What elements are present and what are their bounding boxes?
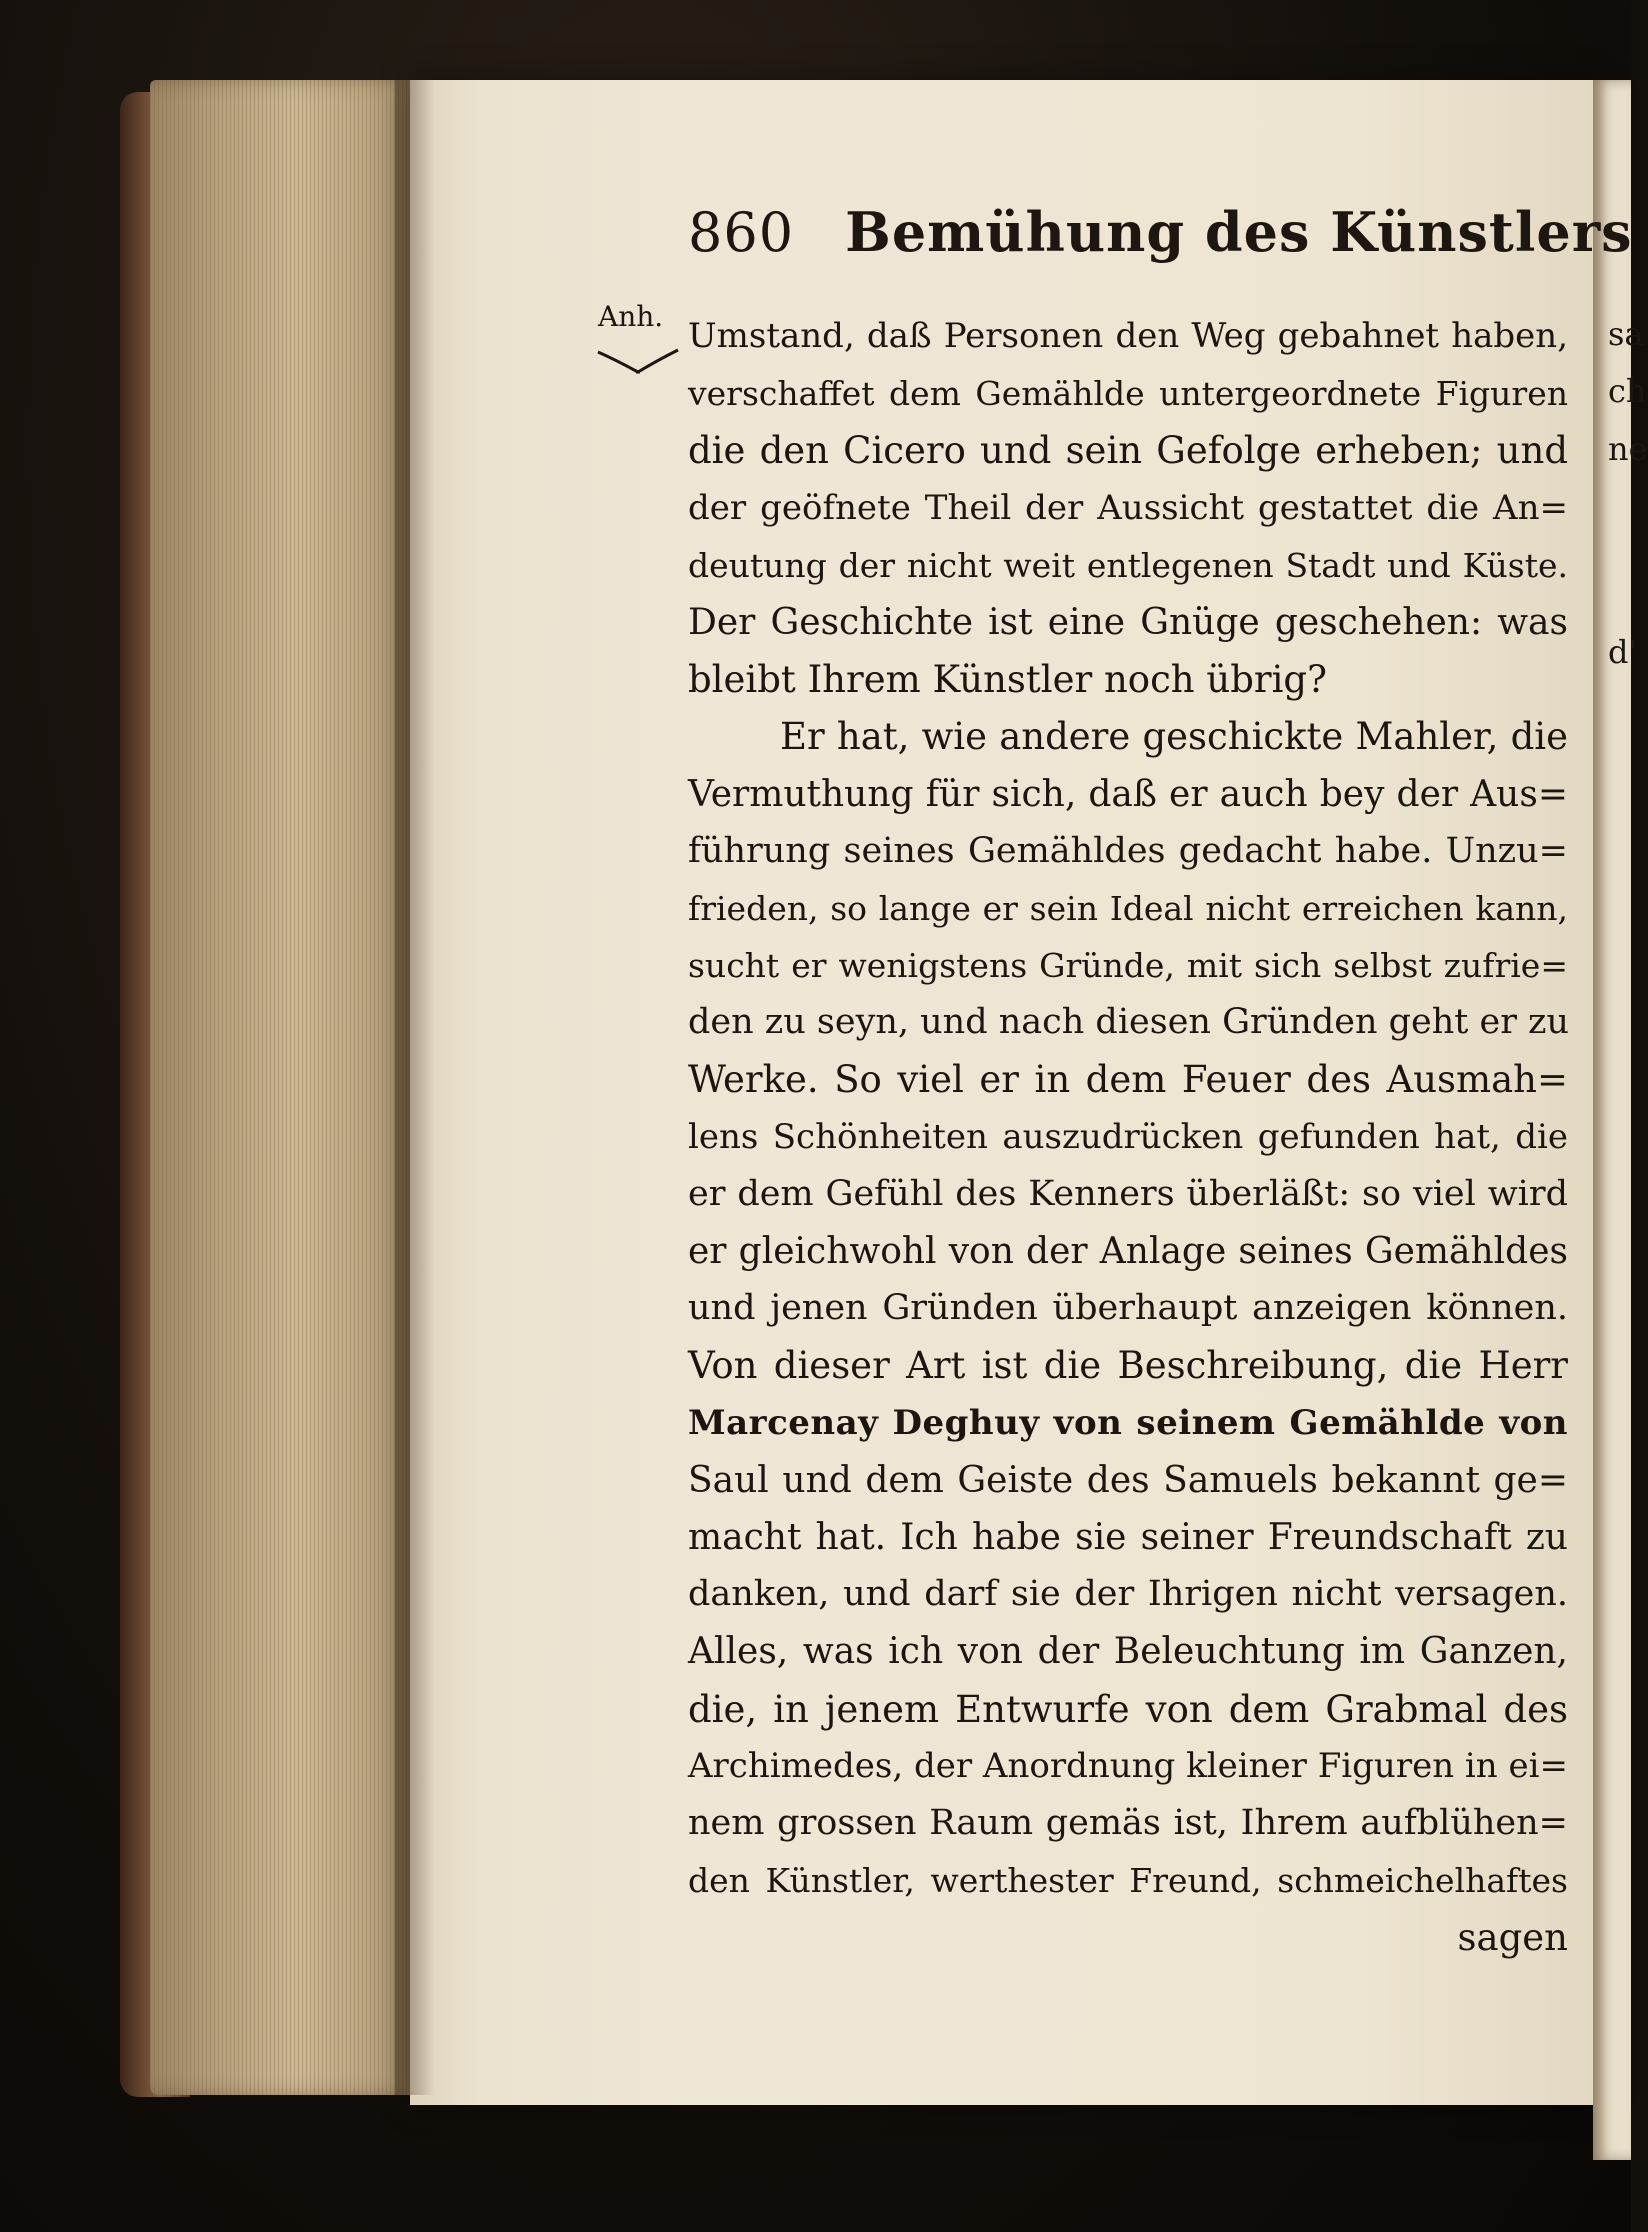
text-line: und jenen Gründen überhaupt anzeigen können. — [688, 1288, 1568, 1329]
text-line: den zu seyn, und nach diesen Gründen geht er zu — [688, 1002, 1570, 1043]
catchword: sagen — [1457, 1916, 1568, 1960]
text-line: er dem Gefühl des Kenners überläßt: so viel wird — [688, 1173, 1568, 1214]
text-line: Alles, was ich von der Beleuchtung im Ganzen, — [688, 1631, 1568, 1673]
text-line: nem grossen Raum gemäs ist, Ihrem aufblühen= — [688, 1802, 1568, 1843]
text-line: danken, und darf sie der Ihrigen nicht versagen. — [688, 1574, 1568, 1615]
text-line: frieden, so lange er sein Ideal nicht erreichen kann, — [688, 888, 1568, 928]
text-line: bleibt Ihrem Künstler noch übrig? — [688, 658, 1327, 702]
text-line: sucht er wenigstens Gründe, mit sich selbst zufrie= — [688, 946, 1568, 986]
page-header — [688, 200, 1633, 270]
text-line: lens Schönheiten auszudrücken gefunden hat, die — [688, 1116, 1568, 1157]
text-line: Werke. So viel er in dem Feuer des Ausmah= — [688, 1058, 1568, 1102]
text-line: Er hat, wie andere geschickte Mahler, die — [780, 715, 1568, 759]
body-text — [688, 308, 1568, 1966]
text-line: die den Cicero und sein Gefolge erheben; und — [688, 429, 1568, 473]
text-line: deutung der nicht weit entlegenen Stadt und Küste. — [688, 545, 1568, 585]
text-line: führung seines Gemähldes gedacht habe. Unzu= — [688, 830, 1568, 871]
marginal-note: Anh. — [598, 300, 664, 333]
page-number: 860 — [688, 201, 795, 264]
text-line: Vermuthung für sich, daß er auch bey der Aus= — [688, 773, 1568, 815]
text-line: die, in jenem Entwurfe von dem Grabmal des — [688, 1687, 1568, 1731]
text-line: Saul und dem Geiste des Samuels bekannt ge= — [688, 1459, 1568, 1501]
text-line: Marcenay Deghuy von seinem Gemählde von — [688, 1402, 1568, 1443]
text-line: der geöfnete Theil der Aussicht gestattet die An= — [688, 487, 1568, 528]
text-line: er gleichwohl von der Anlage seines Gemähldes — [688, 1231, 1568, 1272]
text-line: verschaffet dem Gemählde untergeordnete Figuren — [688, 374, 1568, 414]
page-edges — [150, 80, 415, 2095]
marginal-bracket-icon — [596, 346, 681, 376]
text-line: macht hat. Ich habe sie seiner Freundschaft zu — [688, 1516, 1568, 1558]
gutter-shadow — [395, 80, 435, 2095]
text-line: Archimedes, der Anordnung kleiner Figuren in ei= — [688, 1745, 1568, 1786]
facing-fragment: ch — [1608, 372, 1647, 410]
text-line: Der Geschichte ist eine Gnüge geschehen: was — [688, 601, 1568, 643]
text-line: den Künstler, werthester Freund, schmeichelhaftes — [688, 1861, 1568, 1901]
text-line: Umstand, daß Personen den Weg gebahnet haben, — [688, 316, 1568, 356]
text-line: Von dieser Art ist die Beschreibung, die Herr — [688, 1344, 1568, 1388]
running-title: Bemühung des Künstlers — [845, 200, 1633, 264]
facing-fragment: sa — [1608, 315, 1644, 353]
facing-fragment: ne — [1608, 430, 1648, 468]
facing-fragment: d' — [1608, 633, 1638, 671]
